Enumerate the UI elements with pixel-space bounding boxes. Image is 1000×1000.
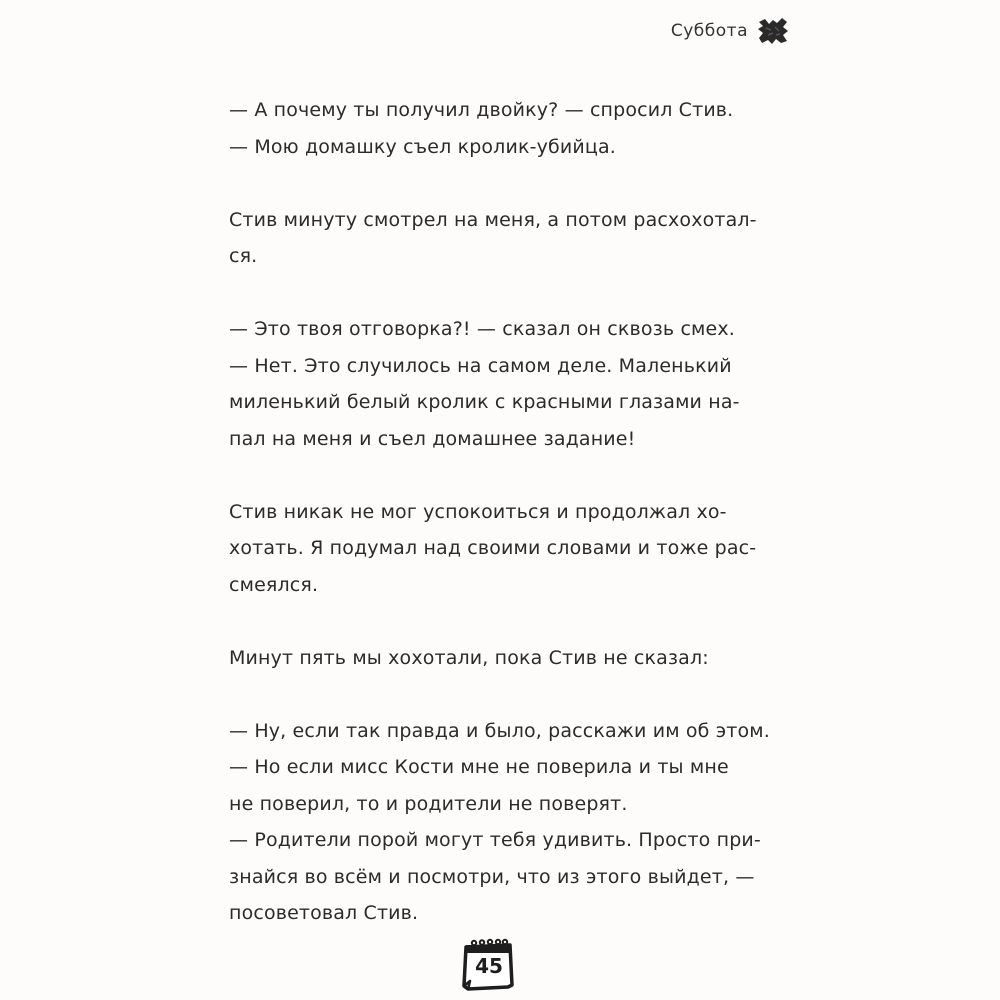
paragraph-gap	[229, 457, 789, 494]
text-line: ся.	[229, 245, 258, 267]
text-line: смеялся.	[229, 573, 319, 596]
paragraph-gap	[229, 603, 789, 640]
text-line: не поверил, то и родители не поверят.	[229, 792, 628, 815]
page-number: 45	[475, 954, 503, 978]
text-line: хотать. Я подумал над своими словами и тоже рас-	[229, 537, 757, 559]
text-line: пал на меня и съел домашнее задание!	[229, 427, 636, 450]
running-title: Суббота	[670, 21, 748, 41]
text-line: посоветовал Стив.	[229, 902, 419, 924]
paragraph-gap	[229, 165, 789, 202]
text-line: миленький белый кролик с красными глазами на-	[229, 391, 740, 413]
paragraph-gap	[229, 676, 789, 713]
paragraph-gap	[229, 275, 789, 312]
text-line: — Но если мисс Кости мне не поверила и ты мне	[229, 756, 729, 778]
text-line: Стив минуту смотрел на меня, а потом расхохотал-	[229, 208, 757, 231]
text-line: Стив никак не мог успокоиться и продолжал хо-	[229, 500, 727, 523]
text-line: — Ну, если так правда и было, расскажи им об этом.	[229, 719, 770, 742]
ink-blot-icon	[756, 16, 790, 46]
text-line: — Мою домашку съел кролик-убийца.	[229, 135, 616, 158]
text-line: — А почему ты получил двойку? — спросил Стив.	[229, 99, 734, 121]
text-line: знайся во всём и посмотри, что из этого выйдет, —	[229, 865, 755, 888]
text-line: — Это твоя отговорка?! — сказал он сквозь смех.	[229, 318, 735, 340]
text-line: Минут пять мы хохотали, пока Стив не сказал:	[229, 646, 709, 669]
page-number-badge	[458, 937, 518, 993]
body-text	[229, 92, 789, 932]
running-head	[671, 16, 790, 46]
text-line: — Нет. Это случилось на самом деле. Маленький	[229, 354, 732, 377]
text-line: — Родители порой могут тебя удивить. Просто при-	[229, 829, 761, 851]
